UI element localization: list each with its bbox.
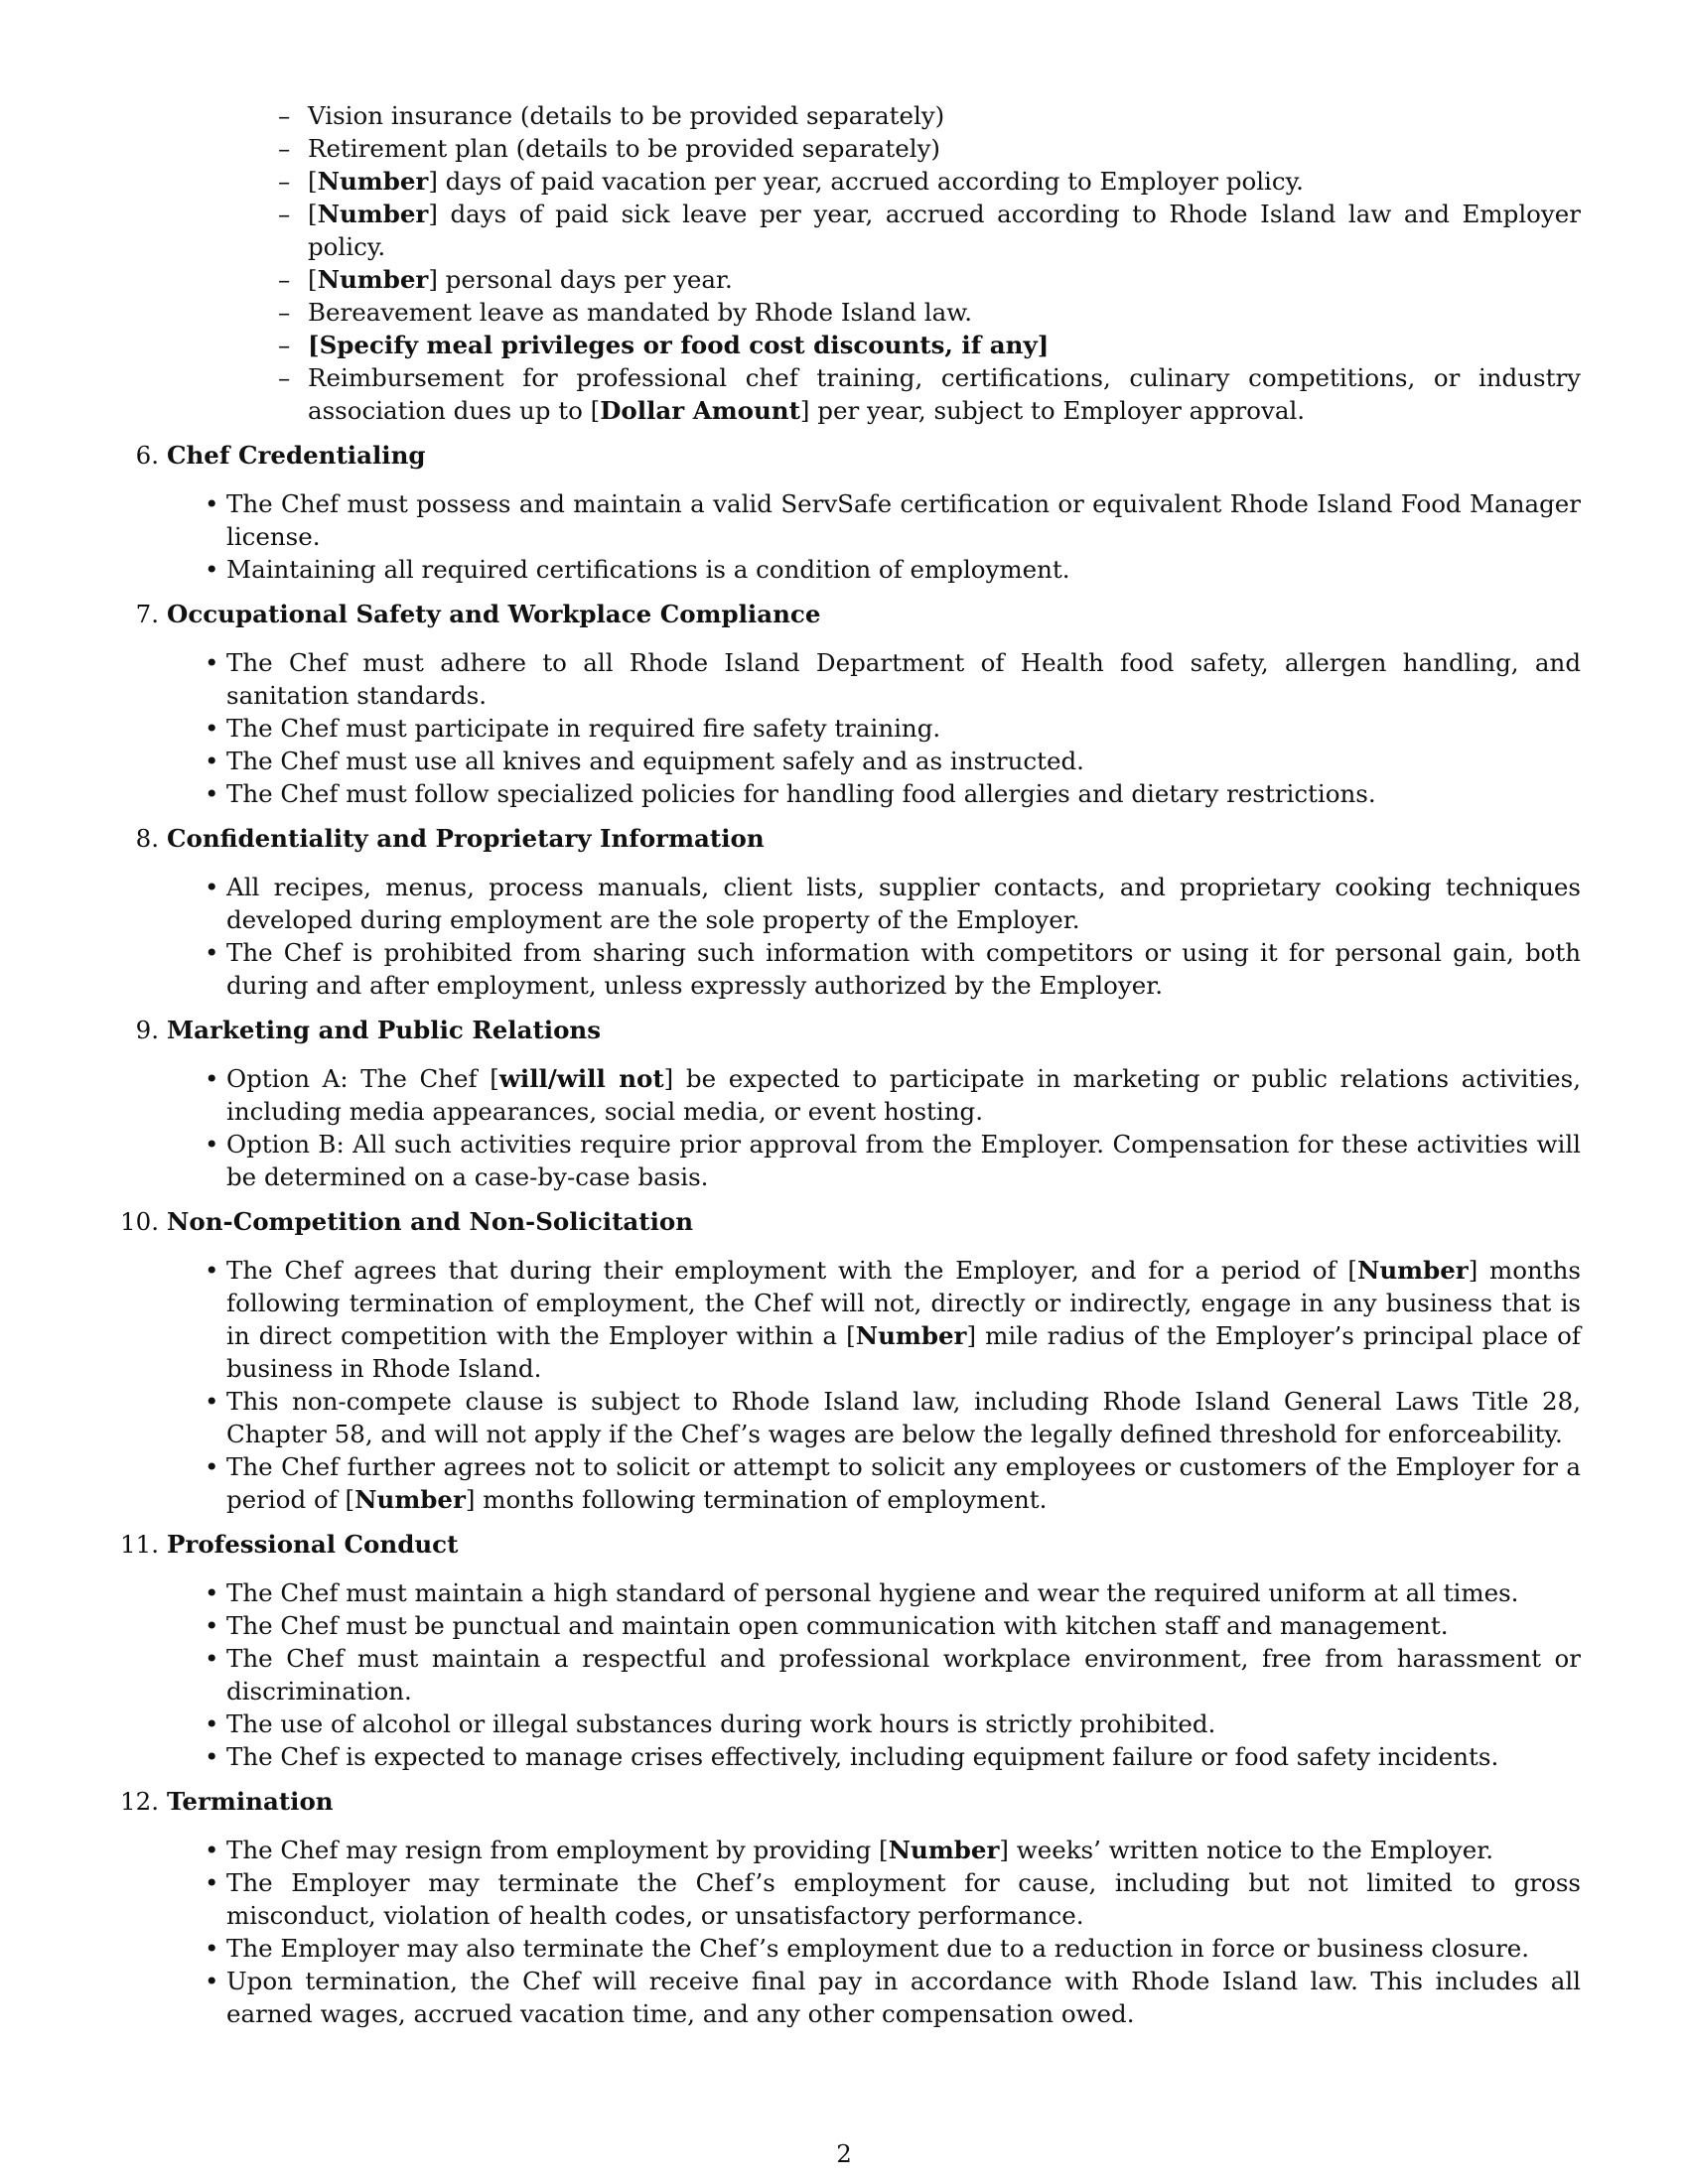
section-heading (120, 1528, 1581, 1561)
bullet-item (226, 1609, 1581, 1642)
placeholder-text: Number (855, 1321, 967, 1350)
text-run: ] days of paid sick leave per year, accrued according to Rhode Island law and Employer policy. (308, 200, 1581, 261)
bullet-item (226, 1062, 1581, 1128)
text-run: The Chef must participate in required fire safety training. (226, 714, 941, 743)
placeholder-text: [Specify meal privileges or food cost discounts, if any] (308, 331, 1050, 359)
bullet-item (226, 487, 1581, 553)
text-run: ] months following termination of employment, the Chef will not, directly or indirectly, engage in any business that is in direct competition with the Employer within a [ (226, 1256, 1581, 1350)
section-number: 7. (135, 600, 159, 628)
bullet-item (226, 1965, 1581, 2030)
section-heading (120, 1205, 1581, 1238)
section-heading (135, 1014, 1581, 1046)
section-title: Non-Competition and Non-Solicitation (167, 1207, 694, 1236)
placeholder-text: will/will not (498, 1064, 664, 1093)
text-run: [ (308, 200, 318, 228)
text-run: This non-compete clause is subject to Rhode Island law, including Rhode Island General Laws Title 28, Chapter 58, and will not apply if the Chef’s wages are below the legally defined threshold for enforceability. (226, 1387, 1581, 1448)
bullet-item (226, 1576, 1581, 1609)
section-number: 8. (135, 824, 159, 853)
section-heading (135, 598, 1581, 630)
section-heading (135, 822, 1581, 855)
text-run: The Chef agrees that during their employment with the Employer, and for a period of [ (226, 1256, 1357, 1285)
benefit-item (278, 296, 1581, 329)
text-run: The Chef further agrees not to solicit or attempt to solicit any employees or customers of the Employer for a period of [ (226, 1452, 1581, 1514)
bullet-item (226, 1740, 1581, 1773)
section-number: 6. (135, 441, 159, 470)
section (135, 822, 1581, 1002)
text-run: The Chef must maintain a respectful and professional workplace environment, free from harassment or discrimination. (226, 1644, 1581, 1706)
text-run: The Chef must follow specialized policies for handling food allergies and dietary restrictions. (226, 779, 1376, 808)
benefits-list-continued (278, 99, 1581, 427)
text-run: The Chef must possess and maintain a valid ServSafe certification or equivalent Rhode Island Food Manager license. (226, 489, 1581, 551)
section (120, 1785, 1581, 2030)
section (135, 439, 1581, 586)
text-run: Upon termination, the Chef will receive final pay in accordance with Rhode Island law. This includes all earned wages, accrued vacation time, and any other compensation owed. (226, 1967, 1581, 2028)
placeholder-text: Number (354, 1485, 466, 1514)
text-run: Bereavement leave as mandated by Rhode Island law. (308, 298, 973, 327)
bullet-item (226, 1128, 1581, 1193)
bullet-item (226, 1642, 1581, 1707)
text-run: ] per year, subject to Employer approval. (799, 396, 1306, 425)
section (135, 1014, 1581, 1193)
benefit-item (278, 361, 1581, 427)
placeholder-text: Number (317, 167, 429, 196)
text-run: The Chef is expected to manage crises effectively, including equipment failure or food safety incidents. (226, 1742, 1499, 1771)
section-bullet-list (226, 487, 1581, 586)
text-run: ] weeks’ written notice to the Employer. (999, 1836, 1494, 1864)
text-run: Option B: All such activities require prior approval from the Employer. Compensation for these activities will be determined on a case-by-case basis. (226, 1130, 1581, 1191)
bullet-item (226, 745, 1581, 777)
text-run: ] mile radius of the Employer’s principal place of business in Rhode Island. (226, 1321, 1581, 1383)
bullet-item (226, 1834, 1581, 1866)
text-run: [ (308, 167, 318, 196)
benefit-item (278, 198, 1581, 263)
text-run: ] personal days per year. (428, 265, 733, 294)
section-bullet-list (226, 871, 1581, 1002)
text-run: All recipes, menus, process manuals, client lists, supplier contacts, and proprietary cooking techniques developed during employment are the sole property of the Employer. (226, 873, 1581, 934)
bullet-item (226, 1866, 1581, 1932)
bullet-item (226, 553, 1581, 586)
benefit-item (278, 165, 1581, 198)
bullet-item (226, 871, 1581, 936)
bullet-item (226, 646, 1581, 712)
section-title: Chef Credentialing (167, 441, 426, 470)
text-run: The Chef must use all knives and equipment safely and as instructed. (226, 747, 1084, 775)
text-run: The Chef must maintain a high standard of personal hygiene and wear the required uniform at all times. (226, 1578, 1519, 1607)
placeholder-text: Number (888, 1836, 1000, 1864)
section-title: Occupational Safety and Workplace Compliance (167, 600, 821, 628)
bullet-item (226, 777, 1581, 810)
section-bullet-list (226, 1576, 1581, 1773)
page-number: 2 (836, 2139, 852, 2168)
bullet-item (226, 1385, 1581, 1450)
benefit-item (278, 263, 1581, 296)
text-run: Reimbursement for professional chef training, certifications, culinary competitions, or industry association dues up to [ (308, 363, 1581, 425)
bullet-item (226, 1932, 1581, 1965)
section (120, 1528, 1581, 1773)
bullet-item (226, 1254, 1581, 1385)
section-number: 9. (135, 1016, 159, 1044)
document-body (120, 99, 1581, 2030)
text-run: The Chef must adhere to all Rhode Island Department of Health food safety, allergen handling, and sanitation standards. (226, 648, 1581, 710)
section-bullet-list (226, 1254, 1581, 1516)
benefit-item (278, 99, 1581, 132)
section-heading (120, 1785, 1581, 1818)
section-number: 12. (120, 1787, 159, 1816)
section-number: 11. (120, 1530, 159, 1559)
section (120, 1205, 1581, 1516)
bullet-item (226, 1707, 1581, 1740)
text-run: The Chef may resign from employment by providing [ (226, 1836, 889, 1864)
placeholder-text: Number (317, 265, 429, 294)
text-run: ] days of paid vacation per year, accrued according to Employer policy. (428, 167, 1304, 196)
text-run: The Employer may terminate the Chef’s employment for cause, including but not limited to gross misconduct, violation of health codes, or unsatisfactory performance. (226, 1868, 1581, 1930)
text-run: Retirement plan (details to be provided separately) (308, 134, 940, 163)
benefit-item (278, 132, 1581, 165)
bullet-item (226, 1450, 1581, 1516)
section-bullet-list (226, 1062, 1581, 1193)
section-title: Marketing and Public Relations (167, 1016, 602, 1044)
placeholder-text: Number (317, 200, 429, 228)
section-title: Termination (167, 1787, 334, 1816)
section-title: Confidentiality and Proprietary Information (167, 824, 765, 853)
sections-container (120, 439, 1581, 2030)
section-bullet-list (226, 1834, 1581, 2030)
text-run: The Employer may also terminate the Chef’s employment due to a reduction in force or business closure. (226, 1934, 1530, 1963)
text-run: Maintaining all required certifications is a condition of employment. (226, 555, 1070, 584)
section-heading (135, 439, 1581, 472)
section-number: 10. (120, 1207, 159, 1236)
text-run: The use of alcohol or illegal substances during work hours is strictly prohibited. (226, 1709, 1216, 1738)
text-run: ] months following termination of employment. (465, 1485, 1048, 1514)
placeholder-text: Number (1356, 1256, 1469, 1285)
text-run: Option A: The Chef [ (226, 1064, 499, 1093)
bullet-item (226, 936, 1581, 1002)
section-bullet-list (226, 646, 1581, 810)
section-title: Professional Conduct (167, 1530, 459, 1559)
text-run: [ (308, 265, 318, 294)
section (135, 598, 1581, 810)
benefit-item (278, 329, 1581, 361)
text-run: The Chef is prohibited from sharing such information with competitors or using it for personal gain, both during and after employment, unless expressly authorized by the Employer. (226, 938, 1581, 1000)
text-run: ] be expected to participate in marketing or public relations activities, including media appearances, social media, or event hosting. (226, 1064, 1581, 1126)
bullet-item (226, 712, 1581, 745)
text-run: Vision insurance (details to be provided separately) (308, 101, 945, 130)
placeholder-text: Dollar Amount (600, 396, 800, 425)
text-run: The Chef must be punctual and maintain open communication with kitchen staff and management. (226, 1611, 1449, 1640)
